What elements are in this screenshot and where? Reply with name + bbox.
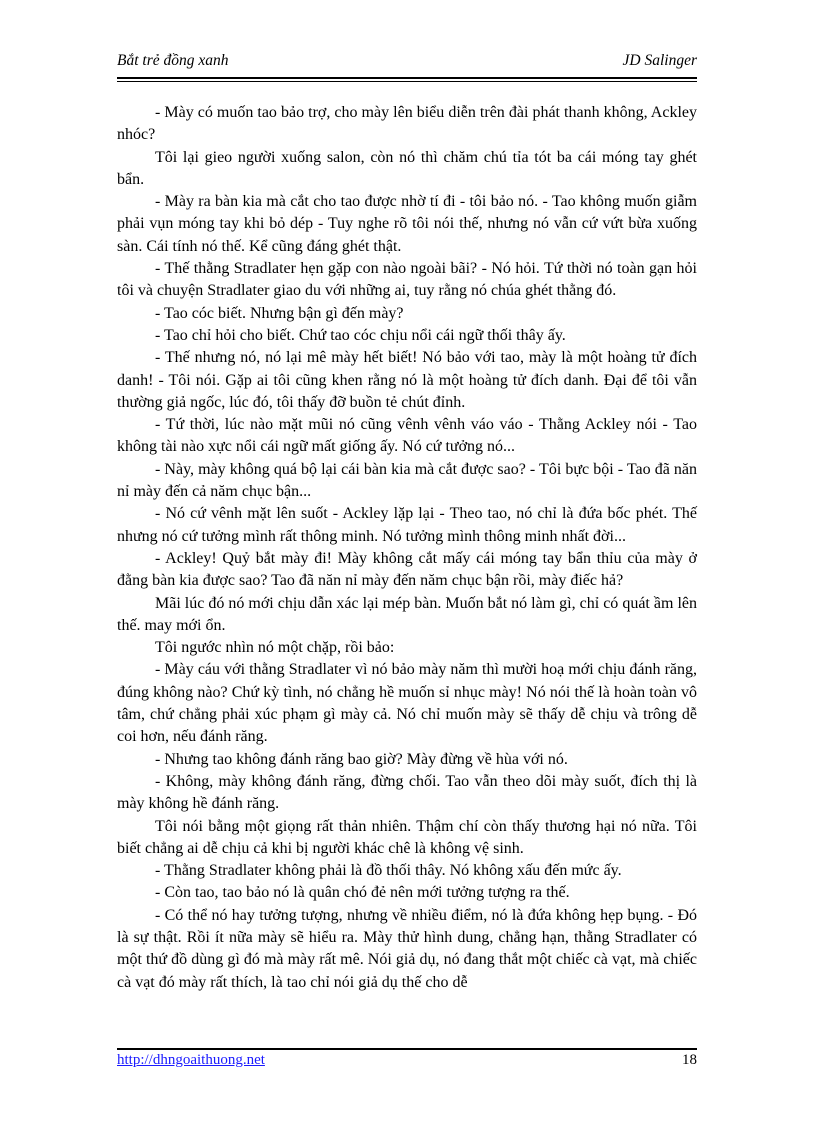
paragraph: - Tứ thời, lúc nào mặt mũi nó cũng vênh vênh váo váo - Thằng Ackley nói - Tao không tài nào xực nổi cái ngữ mất giống ấy. Nó cứ tưởng nó... (117, 416, 697, 456)
website-link[interactable]: http://dhngoaithuong.net (117, 1052, 265, 1068)
paragraph: - Thằng Stradlater không phải là đồ thối thây. Nó không xấu đến mức ấy. (155, 862, 622, 880)
paragraph: - Mày cáu với thằng Stradlater vì nó bảo mày năm thì mười hoạ mới chịu đánh răng, đúng không nào? Chứ kỳ tình, nó chẳng hề muốn sỉ nhục mày! Nó nói thế là hoàn toàn vô tâm, chứ chẳng phải xúc phạm gì mày cả. Nó chỉ muốn mày sẽ thấy dễ chịu và trông dễ coi hơn, nếu đánh răng. (117, 661, 697, 746)
book-author: JD Salinger (622, 52, 697, 69)
paragraph: - Tao cóc biết. Nhưng bận gì đến mày? (155, 304, 404, 322)
paragraph: - Này, mày không quá bộ lại cái bàn kia mà cắt được sao? - Tôi bực bội - Tao đã năn nỉ mày đến cả năm chục bận... (117, 460, 697, 501)
page-number: 18 (682, 1052, 697, 1068)
paragraph: - Mày ra bàn kia mà cắt cho tao được nhờ tí đi - tôi bảo nó. - Tao không muốn giẫm phải vụn móng tay khi bỏ dép - Tuy nghe rõ tôi nói thế, nhưng nó vẫn cứ vứt bừa xuống sàn. Cái tính nó thế. Kể cũng đáng ghét thật. (117, 193, 697, 255)
paragraph: Mãi lúc đó nó mới chịu dẫn xác lại mép bàn. Muốn bắt nó làm gì, chỉ có quát ầm lên thế. may mới ổn. (117, 594, 697, 634)
page-header (117, 49, 697, 75)
paragraph: - Tao chỉ hỏi cho biết. Chứ tao cóc chịu nổi cái ngữ thối thây ấy. (155, 326, 566, 344)
paragraph: - Thế nhưng nó, nó lại mê mày hết biết! Nó bảo với tao, mày là một hoàng tử đích danh! - Tôi nói. Gặp ai tôi cũng khen rằng nó là một hoàng tử đích danh. Đại để tôi vẫn thường giả ngốc, lúc đó, tôi thấy đỡ buồn tẻ chút đỉnh. (117, 349, 697, 411)
body-text (117, 102, 697, 994)
paragraph: - Nó cứ vênh mặt lên suốt - Ackley lặp lại - Theo tao, nó chỉ là đứa bốc phét. Thế nhưng nó cứ tưởng mình rất thông minh. Nó tưởng mình thông minh nhất đời... (117, 505, 697, 545)
paragraph: - Có thể nó hay tưởng tượng, nhưng về nhiều điểm, nó là đứa không hẹp bụng. - Đó là sự thật. Rồi ít nữa mày sẽ hiểu ra. Mày thử hình dung, chẳng hạn, thằng Stradlater có một thứ đồ dùng gì đó mà mày rất mê. Nói giả dụ, nó đang thắt một chiếc cà vạt, mà chiếc cà vạt đó mày rất thích, là tao chỉ nói giả dụ thế cho dễ (117, 906, 697, 991)
paragraph: - Nhưng tao không đánh răng bao giờ? Mày đừng về hùa với nó. (155, 750, 568, 768)
paragraph: Tôi ngước nhìn nó một chặp, rồi bảo: (155, 639, 395, 657)
paragraph: - Thế thằng Stradlater hẹn gặp con nào ngoài bãi? - Nó hỏi. Tứ thời nó toàn gạn hỏi tôi và chuyện Stradlater giao du với những ai, tuy rằng nó chúa ghét thằng đó. (117, 260, 697, 300)
paragraph: - Còn tao, tao bảo nó là quân chó đẻ nên mới tưởng tượng ra thế. (155, 884, 570, 902)
paragraph: - Không, mày không đánh răng, đừng chối. Tao vẫn theo dõi mày suốt, đích thị là mày không hề đánh răng. (117, 772, 697, 813)
header-rule-thin (117, 81, 697, 82)
paragraph: Tôi lại gieo người xuống salon, còn nó thì chăm chú tỉa tót ba cái móng tay ghét bẩn. (117, 148, 697, 188)
paragraph: Tôi nói bằng một giọng rất thản nhiên. Thậm chí còn thấy thương hại nó nữa. Tôi biết chẳng ai dễ chịu cả khi bị người khác chê là không vệ sinh. (117, 817, 697, 857)
page-footer (117, 1052, 697, 1074)
paragraph: - Mày có muốn tao bảo trợ, cho mày lên biểu diễn trên đài phát thanh không, Ackley nhóc? (117, 104, 697, 144)
paragraph: - Ackley! Quỷ bắt mày đi! Mày không cắt mấy cái móng tay bẩn thỉu của mày ở đằng bàn kia được sao? Tao đã năn nỉ mày đến năm chục bận rồi, mày điếc hả? (117, 549, 697, 590)
header-rule (117, 77, 697, 79)
book-title: Bắt trẻ đồng xanh (117, 52, 229, 69)
footer-rule (117, 1048, 697, 1050)
